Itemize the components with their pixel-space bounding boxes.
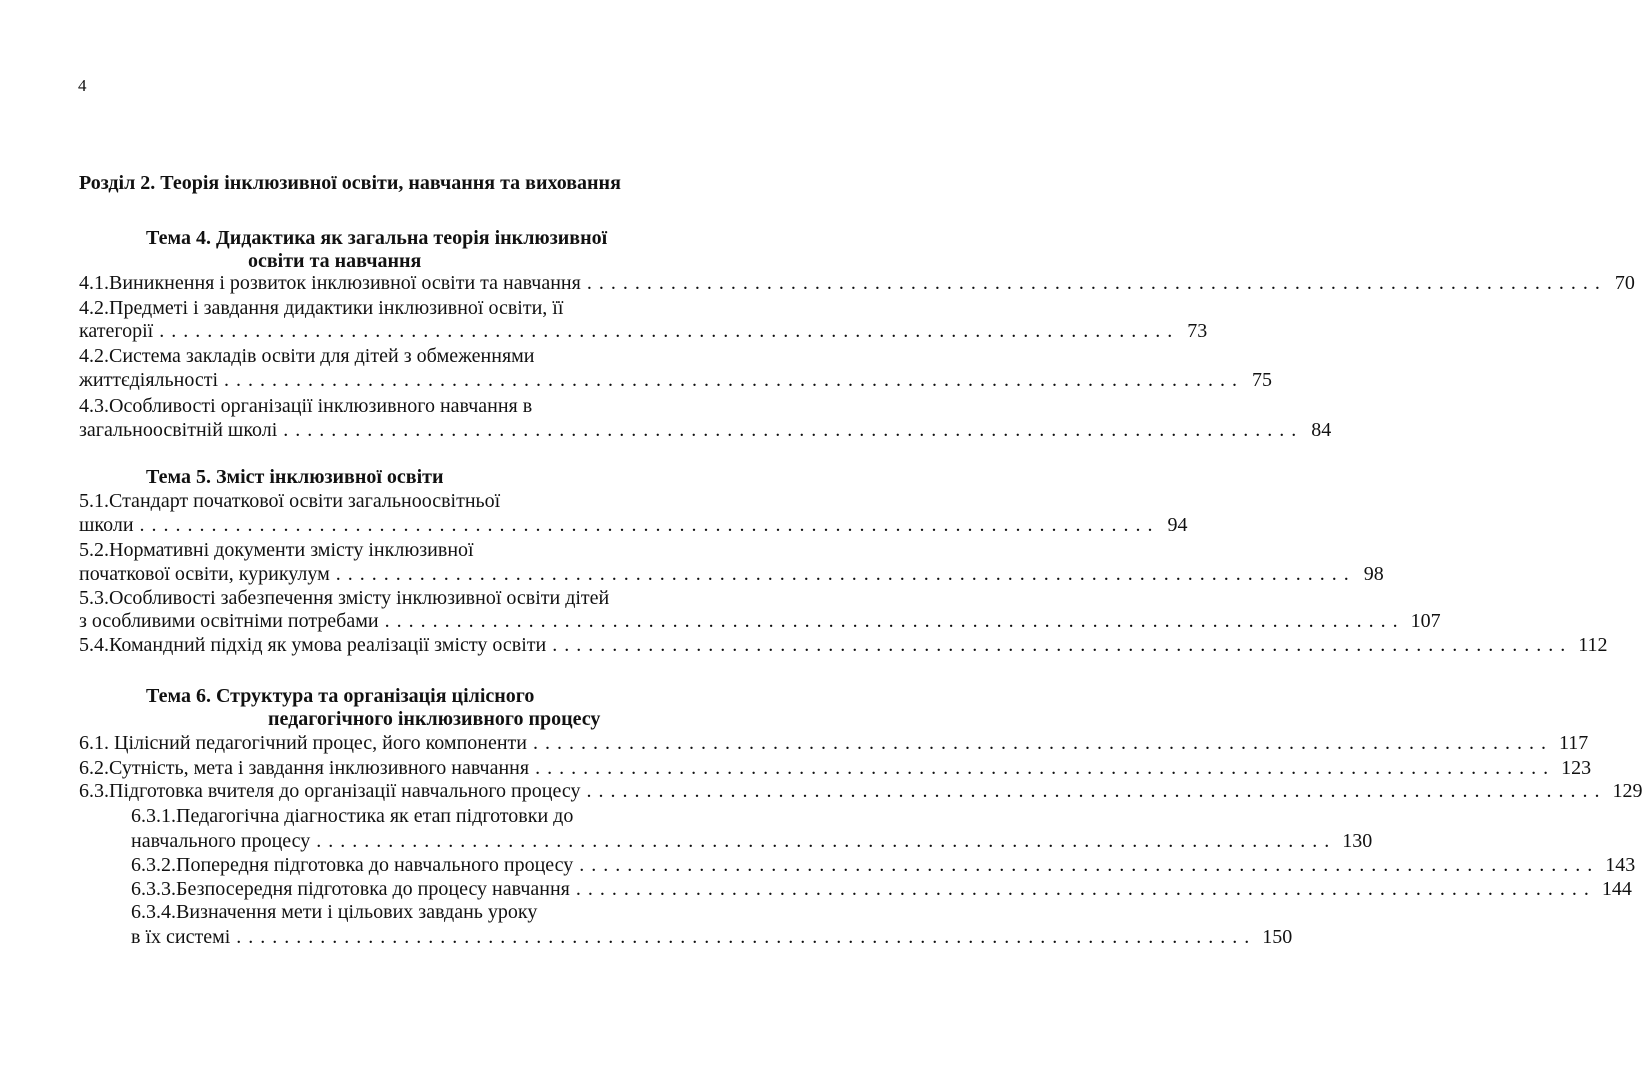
toc-entry-text: 6.1. Цілісний педагогічний процес, його компоненти <box>79 732 527 754</box>
toc-entry-6-1 <box>79 731 1589 755</box>
toc-page-ref: 94 <box>1167 514 1188 536</box>
theme-4-title-line-1: Тема 4. Дидактика як загальна теорія інклюзивної <box>146 227 608 249</box>
toc-entry-6-3-1-line-1: 6.3.1.Педагогічна діагностика як етап підготовки до <box>131 805 574 827</box>
toc-entry-5-3 <box>79 609 1441 633</box>
toc-entry-text: 4.1.Виникнення і розвиток інклюзивної освіти та навчання <box>79 272 581 294</box>
page-number: 4 <box>78 76 87 95</box>
toc-page-ref: 130 <box>1342 830 1373 852</box>
toc-entry-5-4 <box>79 633 1608 657</box>
toc-entry-5-3-line-1: 5.3.Особливості забезпечення змісту інклюзивної освіти дітей <box>79 587 610 609</box>
theme-5-title: Тема 5. Зміст інклюзивної освіти <box>146 466 444 488</box>
dot-leader: ..................................................................................... <box>552 634 1573 656</box>
dot-leader: ..................................................................................... <box>236 926 1257 948</box>
toc-page-ref: 143 <box>1605 854 1636 876</box>
toc-entry-4-3-line-1: 4.3.Особливості організації інклюзивного навчання в <box>79 395 533 417</box>
dot-leader: ..................................................................................... <box>335 563 1356 585</box>
toc-page-ref: 107 <box>1410 610 1441 632</box>
toc-entry-text: навчального процесу <box>131 830 311 852</box>
toc-entry-5-1 <box>79 513 1188 537</box>
toc-entry-text: 6.3.2.Попередня підготовка до навчального процесу <box>131 854 574 876</box>
toc-entry-text: 6.3.Підготовка вчителя до організації навчального процесу <box>79 780 581 802</box>
dot-leader: ..................................................................................... <box>159 320 1180 342</box>
toc-page-ref: 98 <box>1363 563 1384 585</box>
toc-entry-4-2b <box>79 368 1272 392</box>
toc-page-ref: 84 <box>1311 419 1332 441</box>
dot-leader: ..................................................................................... <box>533 732 1553 754</box>
dot-leader: ..................................................................................... <box>535 757 1556 779</box>
toc-entry-4-3 <box>79 418 1332 442</box>
toc-entry-4-1 <box>79 271 1635 295</box>
toc-page-ref: 75 <box>1252 369 1272 391</box>
dot-leader: ..................................................................................... <box>283 419 1304 441</box>
theme-6-title-line-2: педагогічного інклюзивного процесу <box>268 708 601 730</box>
dot-leader: ..................................................................................... <box>224 369 1244 391</box>
toc-entry-text: початкової освіти, курикулум <box>79 563 330 585</box>
toc-page-ref: 123 <box>1561 757 1592 779</box>
toc-entry-6-3-3 <box>131 877 1632 901</box>
toc-page-ref: 70 <box>1614 272 1635 294</box>
toc-entry-6-3-4-line-1: 6.3.4.Визначення мети і цільових завдань уроку <box>131 901 538 923</box>
toc-entry-6-2 <box>79 756 1592 780</box>
theme-6-title-line-1: Тема 6. Структура та організація цілісного <box>146 685 535 707</box>
toc-entry-text: в їх системі <box>131 926 231 948</box>
toc-entry-text: 6.2.Сутність, мета і завдання інклюзивного навчання <box>79 757 530 779</box>
toc-entry-text: загальноосвітній школі <box>79 419 278 441</box>
section-title: Розділ 2. Теорія інклюзивної освіти, навчання та виховання <box>79 172 621 194</box>
dot-leader: ..................................................................................... <box>579 854 1600 876</box>
dot-leader: ..................................................................................... <box>575 878 1596 900</box>
toc-entry-text: 5.4.Командний підхід як умова реалізації змісту освіти <box>79 634 547 656</box>
toc-entry-5-1-line-1: 5.1.Стандарт початкової освіти загальноосвітньої <box>79 490 501 512</box>
dot-leader: ..................................................................................... <box>586 780 1607 802</box>
toc-entry-text: 6.3.3.Безпосередня підготовка до процесу навчання <box>131 878 570 900</box>
toc-page-ref: 73 <box>1187 320 1208 342</box>
toc-entry-6-3 <box>79 779 1642 803</box>
toc-entry-5-2 <box>79 562 1384 586</box>
toc-entry-6-3-1 <box>131 829 1373 853</box>
toc-page-ref: 150 <box>1262 926 1293 948</box>
dot-leader: ..................................................................................... <box>139 514 1160 536</box>
toc-entry-5-2-line-1: 5.2.Нормативні документи змісту інклюзивної <box>79 539 474 561</box>
theme-4-title-line-2: освіти та навчання <box>248 250 422 272</box>
toc-entry-text: життєдіяльності <box>79 369 218 391</box>
toc-entry-4-2-line-1: 4.2.Предметі і завдання дидактики інклюзивної освіти, її <box>79 297 564 319</box>
toc-page-ref: 144 <box>1601 878 1632 900</box>
toc-page-ref: 129 <box>1612 780 1642 802</box>
dot-leader: ..................................................................................... <box>316 830 1337 852</box>
toc-entry-text: школи <box>79 514 134 536</box>
toc-entry-6-3-4 <box>131 925 1293 949</box>
toc-entry-6-3-2 <box>131 853 1636 877</box>
toc-entry-4-2b-line-1: 4.2.Система закладів освіти для дітей з обмеженнями <box>79 345 535 367</box>
dot-leader: ..................................................................................... <box>384 610 1405 632</box>
toc-entry-4-2 <box>79 319 1208 343</box>
toc-entry-text: категорії <box>79 320 154 342</box>
dot-leader: ..................................................................................... <box>586 272 1607 294</box>
toc-entry-text: з особливими освітніми потребами <box>79 610 379 632</box>
toc-page-ref: 117 <box>1559 732 1589 754</box>
toc-page-ref: 112 <box>1578 634 1608 656</box>
